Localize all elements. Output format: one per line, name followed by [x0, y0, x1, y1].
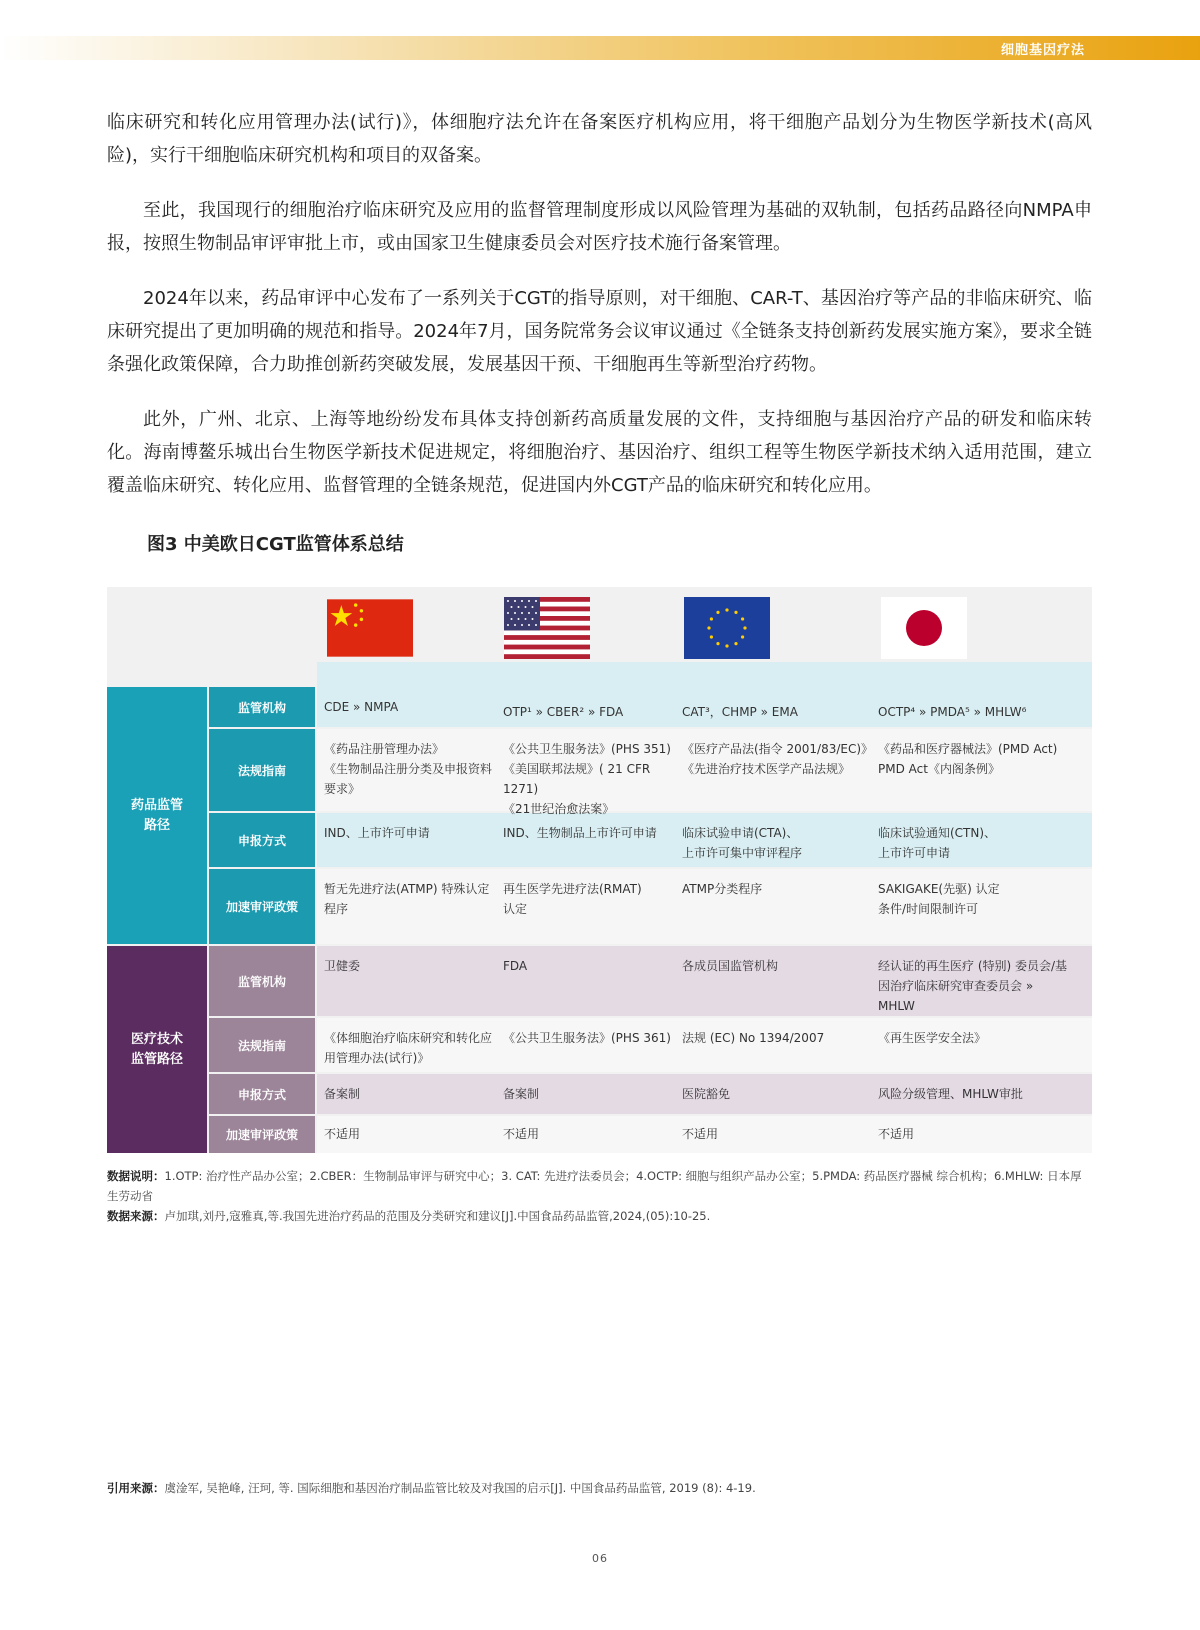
- usa-flag-icon: [504, 597, 590, 659]
- data-explanation-label: 数据说明：: [107, 1169, 165, 1183]
- row-label-agency: 监管机构: [209, 946, 315, 1016]
- table-cell: 备案制: [503, 1087, 540, 1101]
- data-source-text: 卢加琪,刘丹,寇雅真,等.我国先进治疗药品的范围及分类研究和建议[J].中国食品药品监管,2024,(05):10-25.: [164, 1209, 711, 1223]
- paragraph: 至此，我国现行的细胞治疗临床研究及应用的监督管理制度形成以风险管理为基础的双轨制，包括药品路径向NMPA申报，按照生物制品审评审批上市，或由国家卫生健康委员会对医疗技术施行备案管理。: [107, 200, 1092, 254]
- table-cell: OCTP⁴ » PMDA⁵ » MHLW⁶: [878, 705, 1027, 719]
- table-cell: 医院豁免: [682, 1087, 731, 1101]
- section-title: 细胞基因疗法: [1000, 43, 1085, 58]
- table-cell: 《公共卫生服务法》(PHS 361): [503, 1031, 671, 1045]
- table-cell: 不适用: [682, 1127, 719, 1141]
- table-cell: SAKIGAKE(先驱) 认定 条件/时间限制许可: [878, 882, 1000, 916]
- eu-flag-icon: [684, 597, 770, 659]
- table-cell: 《医疗产品法(指令 2001/83/EC)》 《先进治疗技术医学产品法规》: [682, 742, 874, 776]
- table-cell: 风险分级管理、MHLW审批: [878, 1087, 1023, 1101]
- medtech-pathway-label: 医疗技术 监管路径: [107, 946, 207, 1153]
- table-cell: 《再生医学安全法》: [878, 1031, 987, 1045]
- table-cell: CAT³，CHMP » EMA: [682, 705, 798, 719]
- data-source: [107, 1206, 1092, 1226]
- citation: [107, 1480, 1092, 1496]
- table-cell: 不适用: [324, 1127, 361, 1141]
- paragraph: 此外，广州、北京、上海等地纷纷发布具体支持创新药高质量发展的文件，支持细胞与基因治疗产品的研发和临床转化。海南博鳌乐城出台生物医学新技术促进规定，将细胞治疗、基因治疗、组织工程等生物医学新技术纳入适用范围，建立覆盖临床研究、转化应用、监督管理的全链条规范，促进国内外CGT产品的临床研究和转化应用。: [107, 409, 1092, 496]
- table-cell: 《药品注册管理办法》 《生物制品注册分类及申报资料要求》: [324, 742, 493, 796]
- figure-notes: [107, 1166, 1092, 1226]
- header-bar: [0, 36, 1200, 60]
- table-cell: OTP¹ » CBER² » FDA: [503, 705, 624, 719]
- figure-title: 图3 中美欧日CGT监管体系总结: [147, 534, 404, 555]
- china-flag-icon: [327, 597, 413, 659]
- table-cell: 不适用: [878, 1127, 915, 1141]
- table-cell: IND、上市许可申请: [324, 826, 430, 840]
- table-cell: ATMP分类程序: [682, 882, 763, 896]
- table-cell: 《药品和医疗器械法》(PMD Act) PMD Act《内阁条例》: [878, 742, 1058, 776]
- drug-pathway-label: 药品监管 路径: [107, 687, 207, 944]
- japan-flag-icon: [881, 597, 967, 659]
- body-text: [107, 106, 1092, 524]
- table-cell: 《公共卫生服务法》(PHS 351) 《美国联邦法规》( 21 CFR 1271) 《21世纪治愈法案》: [503, 742, 671, 816]
- row-label-application: 申报方式: [209, 1074, 315, 1114]
- row-label-regulation: 法规指南: [209, 1018, 315, 1072]
- page-number: 06: [592, 1552, 608, 1565]
- table-cell: 《体细胞治疗临床研究和转化应用管理办法(试行)》: [324, 1031, 493, 1065]
- table-cell: 不适用: [503, 1127, 540, 1141]
- table-cell: 经认证的再生医疗 (特别) 委员会/基因治疗临床研究审查委员会 » MHLW: [878, 959, 1068, 1013]
- table-cell: 再生医学先进疗法(RMAT) 认定: [503, 882, 642, 916]
- table-cell: 卫健委: [324, 959, 361, 973]
- citation-label: 引用来源：: [107, 1481, 165, 1495]
- row-label-expedited: 加速审评政策: [209, 1116, 315, 1153]
- table-cell: 暂无先进疗法(ATMP) 特殊认定程序: [324, 882, 490, 916]
- table-cell: FDA: [503, 959, 528, 973]
- paragraph: 2024年以来，药品审评中心发布了一系列关于CGT的指导原则，对干细胞、CAR-T、基因治疗等产品的非临床研究、临床研究提出了更加明确的规范和指导。2024年7月，国务院常务会议审议通过《全链条支持创新药发展实施方案》，要求全链条强化政策保障，合力助推创新药突破发展，发展基因干预、干细胞再生等新型治疗药物。: [107, 288, 1092, 375]
- row-label-expedited: 加速审评政策: [209, 869, 315, 944]
- table-cell: 备案制: [324, 1087, 361, 1101]
- row-label-agency: 监管机构: [209, 687, 315, 727]
- data-source-label: 数据来源：: [107, 1209, 165, 1223]
- table-cell: CDE » NMPA: [324, 700, 399, 714]
- table-cell: 法规 (EC) No 1394/2007: [682, 1031, 825, 1045]
- row-label-regulation: 法规指南: [209, 729, 315, 811]
- citation-text: 虞淦军, 吴艳峰, 汪珂, 等. 国际细胞和基因治疗制品监管比较及对我国的启示[J]. 中国食品药品监管, 2019 (8): 4-19.: [164, 1481, 756, 1495]
- table-cell: 临床试验通知(CTN)、 上市许可申请: [878, 826, 997, 860]
- table-cell: 临床试验申请(CTA)、 上市许可集中审评程序: [682, 826, 803, 860]
- table-cell: 各成员国监管机构: [682, 959, 779, 973]
- paragraph: 临床研究和转化应用管理办法(试行)》，体细胞疗法允许在备案医疗机构应用，将干细胞产品划分为生物医学新技术(高风险)，实行干细胞临床研究机构和项目的双备案。: [107, 112, 1092, 166]
- data-explanation-text: 1.OTP: 治疗性产品办公室；2.CBER：生物制品审评与研究中心；3. CAT: 先进疗法委员会；4.OCTP: 细胞与组织产品办公室；5.PMDA: 药品医疗器械 综合机构；6.MHLW: 日本厚生劳动省: [107, 1169, 1082, 1203]
- data-explanation: [107, 1166, 1092, 1206]
- comparison-table: [107, 587, 1092, 1153]
- table-cell: IND、生物制品上市许可申请: [503, 826, 657, 840]
- row-label-application: 申报方式: [209, 813, 315, 867]
